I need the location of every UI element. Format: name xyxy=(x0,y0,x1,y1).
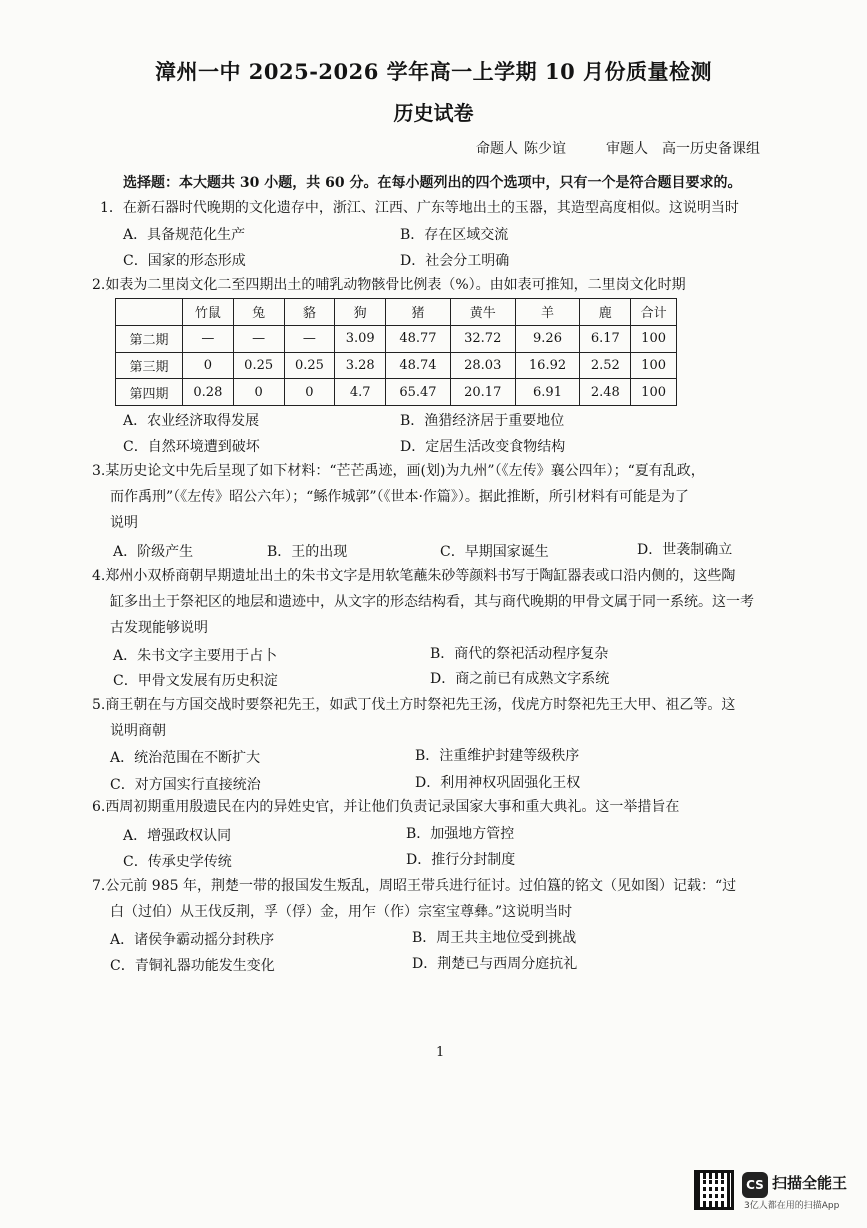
table-cell: 28.03 xyxy=(450,352,515,379)
q1-option-c: C．国家的形态形成 xyxy=(123,253,246,269)
question-3-line-2: 而作禹刑”（《左传》昭公六年）；“鲧作城郭”（《世本·作篇》）。据此推断，所引材料有可能是为了 xyxy=(110,489,689,505)
exam-title: 漳州一中 2025-2026 学年高一上学期 10 月份质量检测 xyxy=(154,59,713,84)
reviewer-label: 审题人 xyxy=(606,141,648,157)
table-cell: 48.77 xyxy=(386,325,451,352)
table-cell: 6.91 xyxy=(515,379,580,406)
table-header-cell: 羊 xyxy=(515,299,580,326)
table-header-cell: 黄牛 xyxy=(450,299,515,326)
q3-option-b: B．王的出现 xyxy=(267,544,348,560)
q3-option-c: C．早期国家诞生 xyxy=(440,544,549,560)
q7-option-b: B．周王共主地位受到挑战 xyxy=(412,930,577,946)
table-cell: — xyxy=(183,325,234,352)
table-header-cell: 貉 xyxy=(284,299,335,326)
table-header-cell: 狗 xyxy=(335,299,386,326)
table-row xyxy=(116,325,677,352)
table-cell: 2.52 xyxy=(580,352,631,379)
q5-option-c: C．对方国实行直接统治 xyxy=(110,777,261,793)
q7-option-a: A．诸侯争霸动摇分封秩序 xyxy=(110,932,275,948)
table-cell: 4.7 xyxy=(335,379,386,406)
scanner-app-slogan: 3亿人都在用的扫描App xyxy=(744,1201,840,1211)
table-cell: 20.17 xyxy=(450,379,515,406)
camscanner-logo-icon: CS xyxy=(742,1172,768,1198)
table-cell: 9.26 xyxy=(515,325,580,352)
qr-code-icon xyxy=(694,1170,734,1210)
q4-option-a: A．朱书文字主要用于占卜 xyxy=(113,648,278,664)
q7-option-d: D．荆楚已与西周分庭抗礼 xyxy=(412,956,578,972)
question-6-stem: 6.西周初期重用殷遗民在内的异姓史官，并让他们负责记录国家大事和重大典礼。这一举措旨在 xyxy=(92,799,680,815)
q6-option-d: D．推行分封制度 xyxy=(406,852,516,868)
table-cell: 0 xyxy=(183,352,234,379)
author-label: 命题人 xyxy=(476,141,518,157)
table-cell: 第二期 xyxy=(116,325,183,352)
q4-option-c: C．甲骨文发展有历史积淀 xyxy=(113,673,278,689)
q6-option-b: B．加强地方管控 xyxy=(406,826,515,842)
table-cell: 2.48 xyxy=(580,379,631,406)
table-cell: 0 xyxy=(233,379,284,406)
q5-option-a: A．统治范围在不断扩大 xyxy=(110,750,261,766)
instructions: 选择题：本大题共 30 小题，共 60 分。在每小题列出的四个选项中，只有一个是符合题目要求的。 xyxy=(123,175,742,191)
table-cell: — xyxy=(284,325,335,352)
table-cell: 6.17 xyxy=(580,325,631,352)
table-cell: 48.74 xyxy=(386,352,451,379)
q6-option-a: A．增强政权认同 xyxy=(123,828,232,844)
q6-option-c: C．传承史学传统 xyxy=(123,854,232,870)
q5-option-d: D．利用神权巩固强化王权 xyxy=(415,775,581,791)
table-cell: 0.25 xyxy=(284,352,335,379)
q2-option-a: A．农业经济取得发展 xyxy=(123,413,260,429)
table-header-cell: 合计 xyxy=(631,299,677,326)
q5-option-b: B．注重维护封建等级秩序 xyxy=(415,748,580,764)
table-header-cell xyxy=(116,299,183,326)
table-cell: 第三期 xyxy=(116,352,183,379)
question-3-line-3: 说明 xyxy=(110,515,138,531)
table-cell: 16.92 xyxy=(515,352,580,379)
scanner-app-name: 扫描全能王 xyxy=(772,1174,848,1192)
table-header-cell: 猪 xyxy=(386,299,451,326)
table-header-row xyxy=(116,299,677,326)
table-cell: 0.28 xyxy=(183,379,234,406)
table-header-cell: 兔 xyxy=(233,299,284,326)
question-4-line-1: 4.郑州小双桥商朝早期遗址出土的朱书文字是用软笔蘸朱砂等颜料书写于陶缸器表或口沿内侧的，这些陶 xyxy=(92,568,736,584)
q2-option-b: B．渔猎经济居于重要地位 xyxy=(400,413,565,429)
q2-option-d: D．定居生活改变食物结构 xyxy=(400,439,566,455)
table-cell: — xyxy=(233,325,284,352)
table-cell: 第四期 xyxy=(116,379,183,406)
table-header-cell: 鹿 xyxy=(580,299,631,326)
q2-option-c: C．自然环境遭到破坏 xyxy=(123,439,260,455)
table-header-cell: 竹鼠 xyxy=(183,299,234,326)
exam-subject: 历史试卷 xyxy=(393,101,474,125)
author-line xyxy=(476,138,766,158)
q1-option-b: B．存在区域交流 xyxy=(400,227,509,243)
table-cell: 100 xyxy=(631,352,677,379)
table-cell: 100 xyxy=(631,325,677,352)
table-cell: 3.09 xyxy=(335,325,386,352)
table-cell: 65.47 xyxy=(386,379,451,406)
question-3-line-1: 3.某历史论文中先后呈现了如下材料：“芒芒禹迹，画(划)为九州”（《左传》襄公四年）；“夏有乱政， xyxy=(92,463,705,479)
question-4-line-2: 缸多出土于祭祀区的地层和遗迹中，从文字的形态结构看，其与商代晚期的甲骨文属于同一系统。这一考 xyxy=(110,594,754,610)
table-cell: 0.25 xyxy=(233,352,284,379)
reviewer-name: 高一历史备课组 xyxy=(662,141,760,157)
question-4-line-3: 古发现能够说明 xyxy=(110,620,208,636)
fauna-bone-table xyxy=(115,298,677,406)
q4-option-d: D．商之前已有成熟文字系统 xyxy=(430,671,610,687)
question-5-line-1: 5.商王朝在与方国交战时要祭祀先王，如武丁伐土方时祭祀先王汤，伐虎方时祭祀先王大甲、祖乙等。这 xyxy=(92,697,736,713)
question-1-stem: 1．在新石器时代晚期的文化遗存中，浙江、江西、广东等地出土的玉器，其造型高度相似。这说明当时 xyxy=(100,200,739,216)
question-7-line-2: 白（过伯）从王伐反荆，孚（俘）金，用乍（作）宗室宝尊彝。”这说明当时 xyxy=(110,904,573,920)
question-2-stem: 2.如表为二里岗文化二至四期出土的哺乳动物骸骨比例表（%）。由如表可推知，二里岗文化时期 xyxy=(92,277,686,293)
q3-option-d: D．世袭制确立 xyxy=(637,542,733,558)
table-row xyxy=(116,352,677,379)
question-7-line-1: 7.公元前 985 年，荆楚一带的报国发生叛乱，周昭王带兵进行征讨。过伯簋的铭文（见如图）记载：“过 xyxy=(92,878,737,894)
q1-option-d: D．社会分工明确 xyxy=(400,253,510,269)
q1-option-a: A．具备规范化生产 xyxy=(123,227,246,243)
table-cell: 100 xyxy=(631,379,677,406)
q3-option-a: A．阶级产生 xyxy=(113,544,194,560)
table-cell: 32.72 xyxy=(450,325,515,352)
question-5-line-2: 说明商朝 xyxy=(110,723,166,739)
author-name: 陈少谊 xyxy=(524,141,566,157)
q7-option-c: C．青铜礼器功能发生变化 xyxy=(110,958,275,974)
table-cell: 3.28 xyxy=(335,352,386,379)
page-number: 1 xyxy=(436,1045,445,1060)
table-cell: 0 xyxy=(284,379,335,406)
q4-option-b: B．商代的祭祀活动程序复杂 xyxy=(430,646,609,662)
table-row xyxy=(116,379,677,406)
